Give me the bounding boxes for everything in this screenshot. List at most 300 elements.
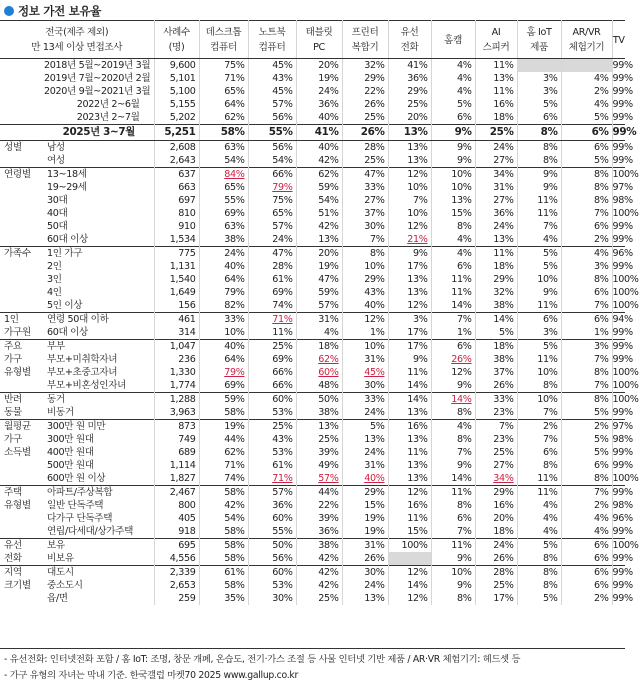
cell-value: 4%: [542, 526, 558, 537]
row-label: 300만 원 미만: [44, 420, 154, 434]
value-cell: [388, 299, 431, 313]
cell-value: 33%: [364, 182, 385, 193]
cell-value: 14%: [493, 314, 514, 325]
table-row: [0, 220, 625, 233]
value-cell: [475, 353, 517, 366]
row-label: 2023년 2~7월: [44, 111, 154, 125]
value-cell: [199, 512, 248, 525]
cell-value: 38%: [493, 300, 514, 311]
value-cell: [388, 446, 431, 459]
value-cell: [199, 247, 248, 261]
cell-value: 58%: [224, 540, 245, 551]
row-label: 다가구 단독주택: [44, 512, 154, 525]
value-cell: [296, 260, 342, 273]
value-cell: [388, 472, 431, 486]
value-cell: [342, 181, 388, 194]
value-cell: [199, 85, 248, 98]
cell-value: 32%: [493, 287, 514, 298]
cell-value: 1,114: [169, 460, 196, 471]
cell-value: 10%: [364, 341, 385, 352]
value-cell: [248, 98, 296, 111]
cell-value: 61%: [272, 274, 293, 285]
cell-value: 8%: [456, 407, 472, 418]
value-cell: [612, 181, 633, 194]
cell-value: 42%: [318, 580, 339, 591]
value-cell: [342, 141, 388, 155]
cell-value: 7%: [542, 434, 558, 445]
value-cell: [475, 512, 517, 525]
value-cell: [388, 181, 431, 194]
cell-value: 697: [178, 195, 196, 206]
cell-value: 43%: [272, 434, 293, 445]
cell-value: 26%: [360, 126, 385, 138]
value-cell: [475, 154, 517, 168]
cell-value: 8%: [540, 126, 558, 138]
group-label: 성별: [0, 141, 44, 155]
value-cell: [561, 486, 612, 500]
cell-value: 15%: [364, 500, 385, 511]
cell-value: 31%: [493, 182, 514, 193]
value-cell: [342, 247, 388, 261]
value-cell: [612, 552, 633, 566]
cell-value: 100%: [612, 394, 639, 405]
value-cell: [612, 379, 639, 393]
cell-value: 2%: [593, 234, 609, 245]
sample-size-cell: [154, 552, 199, 566]
value-cell: [475, 486, 517, 500]
cell-value: 61%: [224, 567, 245, 578]
cell-value: 10%: [537, 367, 558, 378]
cell-value: 38%: [318, 540, 339, 551]
table-row: [0, 366, 625, 379]
value-cell: [296, 313, 342, 327]
row-label: 부부: [44, 340, 154, 354]
value-cell: [248, 273, 296, 286]
table-row: [0, 72, 625, 85]
value-cell: [431, 273, 475, 286]
value-cell: [296, 98, 342, 111]
value-cell: [431, 486, 475, 500]
value-cell: [342, 592, 388, 605]
value-cell: [388, 433, 431, 446]
cell-value: 910: [178, 221, 196, 232]
cell-value: 13%: [493, 234, 514, 245]
value-cell: [248, 111, 296, 125]
value-cell: [517, 446, 561, 459]
cell-value: 99%: [612, 327, 633, 338]
cell-value: 13%: [364, 593, 385, 604]
sample-size-cell: [154, 125, 199, 141]
cell-value: 30%: [364, 221, 385, 232]
cell-value: 57%: [272, 487, 293, 498]
value-cell: [612, 525, 633, 539]
cell-value: 51%: [318, 208, 339, 219]
value-cell: [296, 168, 342, 182]
value-cell: [431, 59, 475, 73]
row-label: 13~18세: [44, 168, 154, 182]
cell-value: 4%: [542, 234, 558, 245]
sample-size-cell: [154, 194, 199, 207]
cell-value: 11%: [451, 540, 472, 551]
value-cell: [517, 168, 561, 182]
cell-value: 7%: [593, 300, 609, 311]
header-line: 체험기기: [568, 42, 605, 53]
cell-value: 16%: [493, 500, 514, 511]
value-cell: [517, 286, 561, 299]
group-label: 지역: [0, 566, 44, 580]
cell-value: 33%: [364, 394, 385, 405]
value-cell: [475, 125, 517, 141]
value-cell: [561, 512, 612, 525]
value-cell: [199, 393, 248, 407]
cell-value: 45%: [364, 367, 385, 378]
cell-value: 4%: [593, 513, 609, 524]
value-cell: [561, 299, 612, 313]
value-cell: [475, 552, 517, 566]
value-cell: [199, 220, 248, 233]
row-label: 40대: [44, 207, 154, 220]
group-label: [0, 85, 44, 98]
value-cell: [199, 141, 248, 155]
cell-value: 9%: [456, 142, 472, 153]
value-cell: [248, 260, 296, 273]
value-cell: [296, 486, 342, 500]
value-cell: [248, 393, 296, 407]
cell-value: 97%: [612, 421, 633, 432]
value-cell: [248, 247, 296, 261]
value-cell: [388, 111, 431, 125]
cell-value: 26%: [493, 380, 514, 391]
sample-size-cell: [154, 313, 199, 327]
row-label: 2019년 7월~2020년 2월: [44, 72, 154, 85]
cell-value: 16%: [493, 99, 514, 110]
cell-value: 43%: [272, 73, 293, 84]
cell-value: 99%: [612, 112, 633, 123]
value-cell: [431, 552, 475, 566]
value-cell: [388, 194, 431, 207]
cell-value: 57%: [318, 300, 339, 311]
value-cell: [248, 353, 296, 366]
cell-value: 2%: [593, 86, 609, 97]
value-cell: [517, 181, 561, 194]
table-row: [0, 579, 625, 592]
value-cell: [342, 459, 388, 472]
value-cell: [612, 247, 633, 261]
cell-value: 29%: [364, 487, 385, 498]
cell-value: 4%: [323, 327, 339, 338]
cell-value: 28%: [364, 142, 385, 153]
value-cell: [199, 406, 248, 420]
value-cell: [612, 433, 633, 446]
value-cell: [517, 512, 561, 525]
cell-value: 65%: [272, 208, 293, 219]
page-title-text: 정보 가전 보유율: [18, 4, 102, 18]
cell-value: 6%: [593, 540, 609, 551]
cell-value: 7%: [369, 234, 385, 245]
sample-size-cell: [154, 141, 199, 155]
cell-value: 57%: [272, 221, 293, 232]
row-label: 2인: [44, 260, 154, 273]
cell-value: 2%: [593, 500, 609, 511]
col-header-tv: [612, 21, 625, 59]
cell-value: 13%: [407, 460, 428, 471]
row-label: 부모+미취학자녀: [44, 353, 154, 366]
value-cell: [561, 566, 612, 580]
cell-value: 45%: [272, 60, 293, 71]
group-label: [0, 472, 44, 486]
cell-value: 14%: [451, 394, 472, 405]
row-label: 500만 원대: [44, 459, 154, 472]
value-cell: [561, 98, 612, 111]
value-cell: [475, 420, 517, 434]
table-row: [0, 141, 625, 155]
cell-value: 62%: [224, 447, 245, 458]
cell-value: 19%: [318, 73, 339, 84]
value-cell: [342, 299, 388, 313]
cell-value: 65%: [224, 86, 245, 97]
group-label: [0, 512, 44, 525]
value-cell: [296, 420, 342, 434]
cell-value: 99%: [612, 460, 633, 471]
cell-value: 29%: [407, 86, 428, 97]
value-cell: [296, 393, 342, 407]
group-label: [0, 59, 44, 73]
value-cell: [475, 273, 517, 286]
value-cell: [431, 512, 475, 525]
cell-value: 55%: [272, 526, 293, 537]
group-label: 가구: [4, 434, 22, 445]
value-cell: [248, 525, 296, 539]
table-row: [0, 286, 625, 299]
cell-value: 6%: [593, 580, 609, 591]
cell-value: 66%: [272, 367, 293, 378]
cell-value: 40%: [224, 341, 245, 352]
value-cell: [342, 552, 388, 566]
value-cell: [517, 592, 561, 605]
value-cell: [388, 207, 431, 220]
cell-value: 84%: [224, 169, 245, 180]
cell-value: 461: [178, 314, 196, 325]
cell-value: 55%: [224, 195, 245, 206]
value-cell: [388, 459, 431, 472]
header-line: (명): [168, 42, 185, 53]
cell-value: 7%: [456, 447, 472, 458]
cell-value: 9%: [456, 460, 472, 471]
header-line: 유선: [400, 27, 419, 38]
cell-value: 42%: [318, 221, 339, 232]
cell-value: 11%: [537, 487, 558, 498]
cell-value: 79%: [224, 367, 245, 378]
value-cell: [248, 539, 296, 553]
value-cell: [388, 260, 431, 273]
value-cell: [612, 299, 639, 313]
group-label: [0, 220, 44, 233]
cell-value: 53%: [272, 407, 293, 418]
sample-size-cell: [154, 406, 199, 420]
value-cell: [248, 220, 296, 233]
cell-value: 64%: [224, 99, 245, 110]
cell-value: 11%: [537, 208, 558, 219]
row-label: 2020년 9월~2021년 3월: [44, 85, 154, 98]
value-cell: [612, 579, 633, 592]
value-cell: [475, 98, 517, 111]
cell-value: 22%: [318, 500, 339, 511]
value-cell: [517, 539, 561, 553]
value-cell: [431, 499, 475, 512]
value-cell: [475, 446, 517, 459]
cell-value: 11%: [451, 274, 472, 285]
cell-value: 99%: [612, 447, 633, 458]
cell-value: 29%: [364, 73, 385, 84]
value-cell: [561, 286, 612, 299]
cell-value: 24%: [318, 86, 339, 97]
col-header-desktop: [199, 21, 248, 59]
value-cell: [342, 366, 388, 379]
sample-size-cell: [154, 207, 199, 220]
cell-value: 36%: [318, 526, 339, 537]
col-header-arvr: [561, 21, 612, 59]
cell-value: 800: [178, 500, 196, 511]
cell-value: 42%: [318, 553, 339, 564]
cell-value: 53%: [272, 580, 293, 591]
value-cell: [296, 539, 342, 553]
cell-value: 56%: [272, 142, 293, 153]
value-cell: [612, 566, 633, 580]
value-cell: [199, 539, 248, 553]
value-cell: [561, 406, 612, 420]
cell-value: 25%: [407, 99, 428, 110]
value-cell: [388, 154, 431, 168]
cell-value: 8%: [593, 274, 609, 285]
value-cell: [296, 181, 342, 194]
cell-value: 8%: [593, 169, 609, 180]
value-cell: [517, 220, 561, 233]
value-cell: [475, 111, 517, 125]
cell-value: 18%: [493, 341, 514, 352]
sample-size-cell: [154, 85, 199, 98]
value-cell: [475, 233, 517, 247]
value-cell: [248, 326, 296, 340]
cell-value: 1,774: [169, 380, 196, 391]
value-cell: [388, 393, 431, 407]
cell-value: 18%: [493, 526, 514, 537]
cell-value: 37%: [364, 208, 385, 219]
col-header-ai-speaker: [475, 21, 517, 59]
sample-size-cell: [154, 154, 199, 168]
value-cell: [561, 539, 612, 553]
row-label: 부모+비혼성인자녀: [44, 379, 154, 393]
row-label: 일반 단독주택: [44, 499, 154, 512]
value-cell: [431, 525, 475, 539]
cell-value: 8%: [542, 380, 558, 391]
value-cell: [517, 420, 561, 434]
value-cell: [199, 154, 248, 168]
row-label: 비동거: [44, 406, 154, 420]
value-cell: [248, 420, 296, 434]
value-cell: [388, 525, 431, 539]
table-row: [0, 326, 625, 340]
cell-value: 23%: [493, 407, 514, 418]
row-label: 중소도시: [44, 579, 154, 592]
cell-value: 54%: [224, 155, 245, 166]
value-cell: [342, 125, 388, 141]
cell-value: 42%: [318, 155, 339, 166]
cell-value: 36%: [493, 208, 514, 219]
cell-value: 97%: [612, 182, 633, 193]
sample-size-cell: [154, 366, 199, 379]
value-cell: [561, 433, 612, 446]
row-label: 400만 원대: [44, 446, 154, 459]
cell-value: 13%: [493, 73, 514, 84]
cell-value: 6%: [456, 112, 472, 123]
cell-value: 17%: [493, 593, 514, 604]
cell-value: 56%: [272, 553, 293, 564]
cell-value: 36%: [407, 73, 428, 84]
cell-value: 5%: [542, 99, 558, 110]
value-cell: [248, 433, 296, 446]
cell-value: 11%: [272, 327, 293, 338]
cell-value: 6%: [593, 314, 609, 325]
value-cell: [475, 499, 517, 512]
row-label: 동거: [44, 393, 154, 407]
cell-value: 663: [178, 182, 196, 193]
group-label: 유형별: [4, 367, 31, 378]
cell-value: 25%: [318, 434, 339, 445]
cell-value: 58%: [224, 487, 245, 498]
cell-value: 31%: [364, 354, 385, 365]
cell-value: 20%: [493, 513, 514, 524]
value-cell: [612, 499, 633, 512]
cell-value: 24%: [272, 234, 293, 245]
row-label: 2018년 5월~2019년 3월: [44, 59, 154, 73]
cell-value: 41%: [314, 126, 339, 138]
cell-value: 25%: [489, 126, 514, 138]
group-label: [0, 233, 44, 247]
value-cell: [342, 233, 388, 247]
cell-value: 6%: [542, 112, 558, 123]
value-cell: [199, 207, 248, 220]
sample-size-cell: [154, 592, 199, 605]
cell-value: 60%: [272, 394, 293, 405]
cell-value: 98%: [612, 434, 633, 445]
cell-value: 11%: [537, 354, 558, 365]
value-cell: [517, 111, 561, 125]
row-label: 여성: [44, 154, 154, 168]
value-cell: [561, 592, 612, 605]
row-label: 대도시: [44, 566, 154, 580]
value-cell: [431, 141, 475, 155]
cell-value: 59%: [318, 287, 339, 298]
value-cell: [199, 459, 248, 472]
group-label: 소득별: [4, 447, 31, 458]
cell-value: 4%: [456, 60, 472, 71]
value-cell: [561, 59, 612, 73]
value-cell: [248, 566, 296, 580]
value-cell: [388, 220, 431, 233]
value-cell: [561, 85, 612, 98]
cell-value: 7%: [412, 195, 428, 206]
cell-value: 60%: [272, 567, 293, 578]
cell-value: 12%: [407, 300, 428, 311]
value-cell: [561, 552, 612, 566]
value-cell: [248, 154, 296, 168]
table-bottom-rule: [0, 648, 625, 649]
cell-value: 9,600: [169, 60, 196, 71]
value-cell: [612, 592, 633, 605]
value-cell: [475, 313, 517, 327]
value-cell: [431, 168, 475, 182]
cell-value: 13%: [364, 434, 385, 445]
